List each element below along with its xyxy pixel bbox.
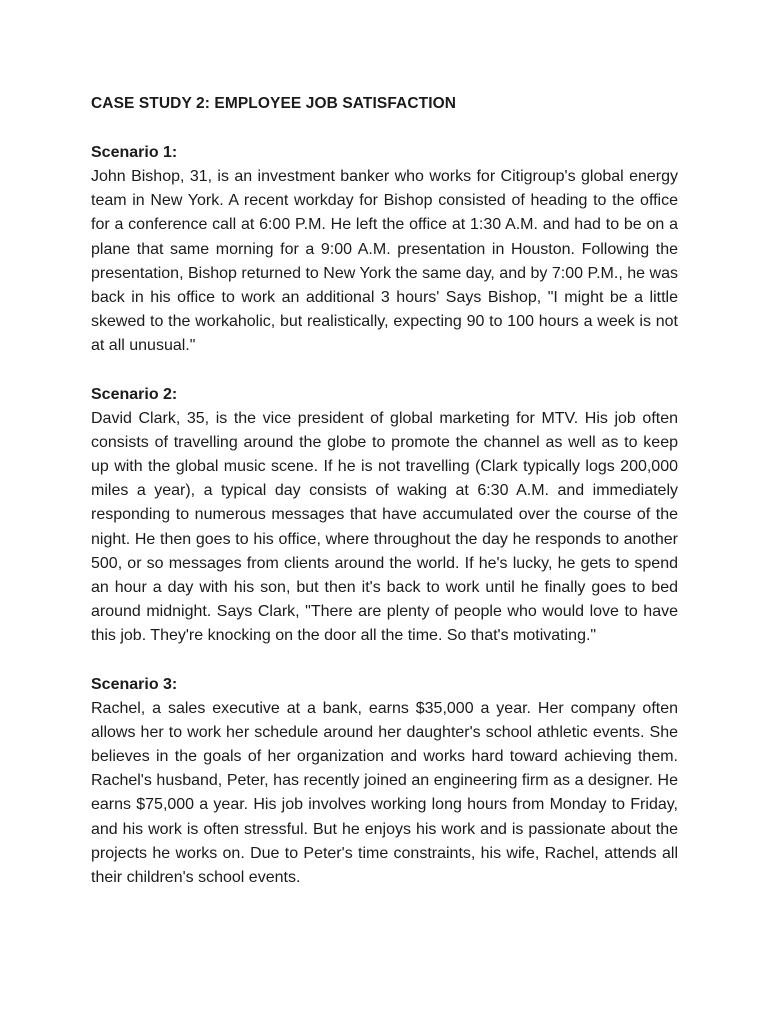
scenario-2 (91, 383, 678, 649)
document-page (91, 90, 678, 890)
scenario-2-heading: Scenario 2: (91, 385, 178, 403)
scenario-3 (91, 673, 678, 891)
scenario-1 (91, 141, 678, 359)
document-title: CASE STUDY 2: EMPLOYEE JOB SATISFACTION (91, 95, 457, 112)
scenario-1-body: John Bishop, 31, is an investment banker who works for Citigroup's global energy team in New York. A recent workday for Bishop consisted of heading to the office for a conference call at 6:00 P.M. He left the office at 1:30 A.M. and had to be on a plane that same morning for a 9:00 A.M. presentation in Houston. Following the presentation, Bishop returned to New York the same day, and by 7:00 P.M., he was back in his office to work an additional 3 hours' Says Bishop, "I might be a little skewed to the workaholic, but realistically, expecting 90 to 100 hours a week is not at all unusual." (91, 168, 678, 355)
scenario-3-body: Rachel, a sales executive at a bank, earns $35,000 a year. Her company often allows her to work her schedule around her daughter's school athletic events. She believes in the goals of her organization and works hard toward achieving them. Rachel's husband, Peter, has recently joined an engineering firm as a designer. He earns $75,000 a year. His job involves working long hours from Monday to Friday, and his work is often stressful. But he enjoys his work and is passionate about the projects he works on. Due to Peter's time constraints, his wife, Rachel, attends all their children's school events. (91, 699, 678, 887)
scenario-2-body: David Clark, 35, is the vice president of global marketing for MTV. His job often consists of travelling around the globe to promote the channel as well as to keep up with the global music scene. If he is not travelling (Clark typically logs 200,000 miles a year), a typical day consists of waking at 6:30 A.M. and immediately responding to numerous messages that have accumulated over the course of the night. He then goes to his office, where throughout the day he responds to another 500, or so messages from clients around the world. If he's lucky, he gets to spend an hour a day with his son, but then it's back to work until he finally goes to bed around midnight. Says Clark, "There are plenty of people who would love to have this job. They're knocking on the door all the time. So that's motivating." (91, 409, 678, 645)
scenario-1-heading: Scenario 1: (91, 144, 178, 161)
scenario-3-heading: Scenario 3: (91, 675, 178, 693)
